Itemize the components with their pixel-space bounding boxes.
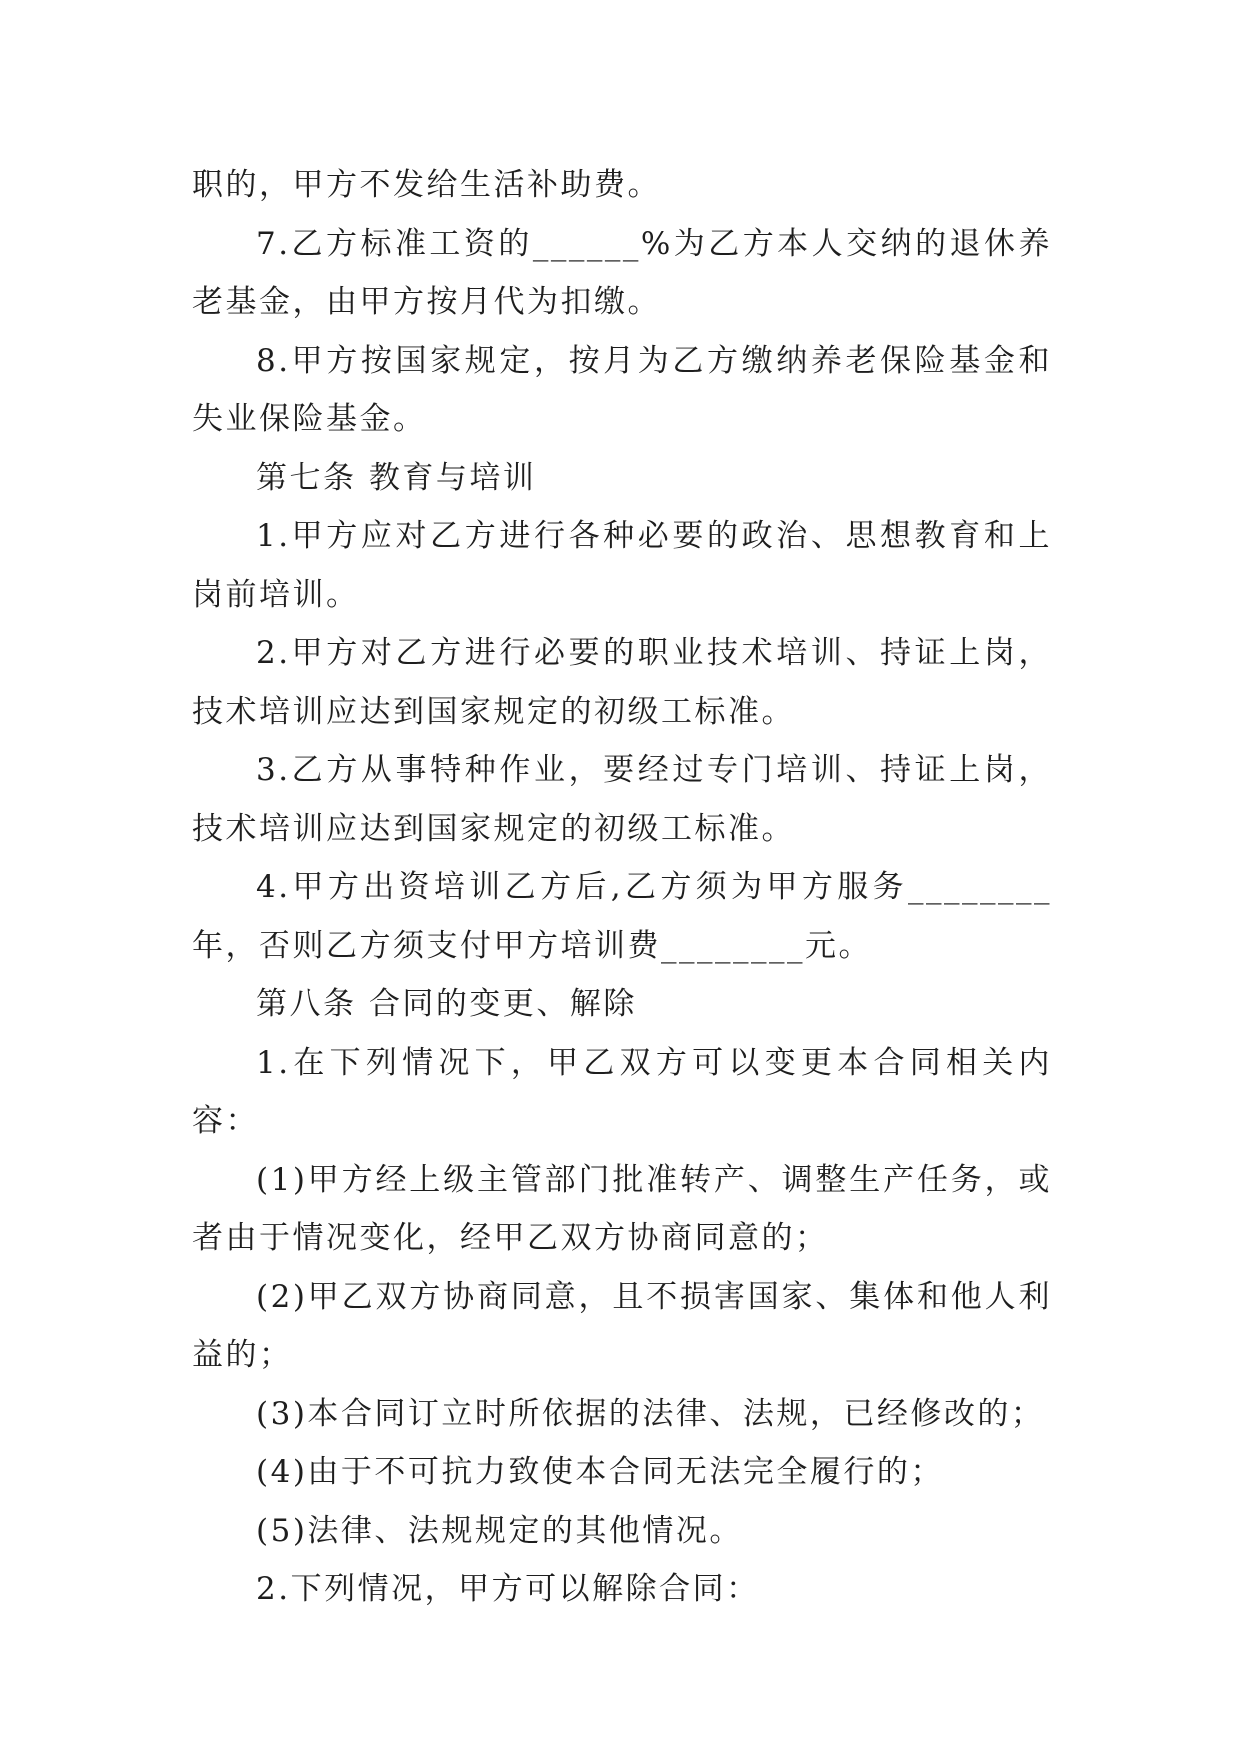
paragraph-training-2: 2.甲方对乙方进行必要的职业技术培训、持证上岗，技术培训应达到国家规定的初级工标准。 xyxy=(192,635,1052,730)
section-heading-article-8: 第八条 合同的变更、解除 xyxy=(256,986,637,1022)
list-item-change-4: (4)由于不可抗力致使本合同无法完全履行的； xyxy=(256,1454,944,1490)
list-item-change-1: (1)甲方经上级主管部门批准转产、调整生产任务，或者由于情况变化，经甲乙双方协商同意的； xyxy=(192,1161,1052,1256)
paragraph-change-1: 1.在下列情况下，甲乙双方可以变更本合同相关内容： xyxy=(192,1044,1052,1139)
paragraph-training-4: 4.甲方出资培训乙方后,乙方须为甲方服务________年，否则乙方须支付甲方培训费________元。 xyxy=(192,869,1052,964)
paragraph-termination-2: 2.下列情况，甲方可以解除合同： xyxy=(256,1571,760,1607)
paragraph-clause-7: 7.乙方标准工资的______%为乙方本人交纳的退休养老基金，由甲方按月代为扣缴。 xyxy=(192,225,1052,320)
paragraph-training-3: 3.乙方从事特种作业，要经过专门培训、持证上岗，技术培训应达到国家规定的初级工标准。 xyxy=(192,752,1052,847)
list-item-change-3: (3)本合同订立时所依据的法律、法规，已经修改的； xyxy=(256,1395,1045,1432)
paragraph-training-1: 1.甲方应对乙方进行各种必要的政治、思想教育和上岗前培训。 xyxy=(192,518,1052,613)
list-item-change-2: (2)甲乙双方协商同意，且不损害国家、集体和他人利益的； xyxy=(192,1278,1052,1373)
document-body xyxy=(192,156,1052,1619)
paragraph-clause-8: 8.甲方按国家规定，按月为乙方缴纳养老保险基金和失业保险基金。 xyxy=(192,342,1052,437)
paragraph-continuation: 职的，甲方不发给生活补助费。 xyxy=(192,167,661,203)
section-heading-article-7: 第七条 教育与培训 xyxy=(256,459,537,496)
list-item-change-5: (5)法律、法规规定的其他情况。 xyxy=(256,1512,743,1549)
